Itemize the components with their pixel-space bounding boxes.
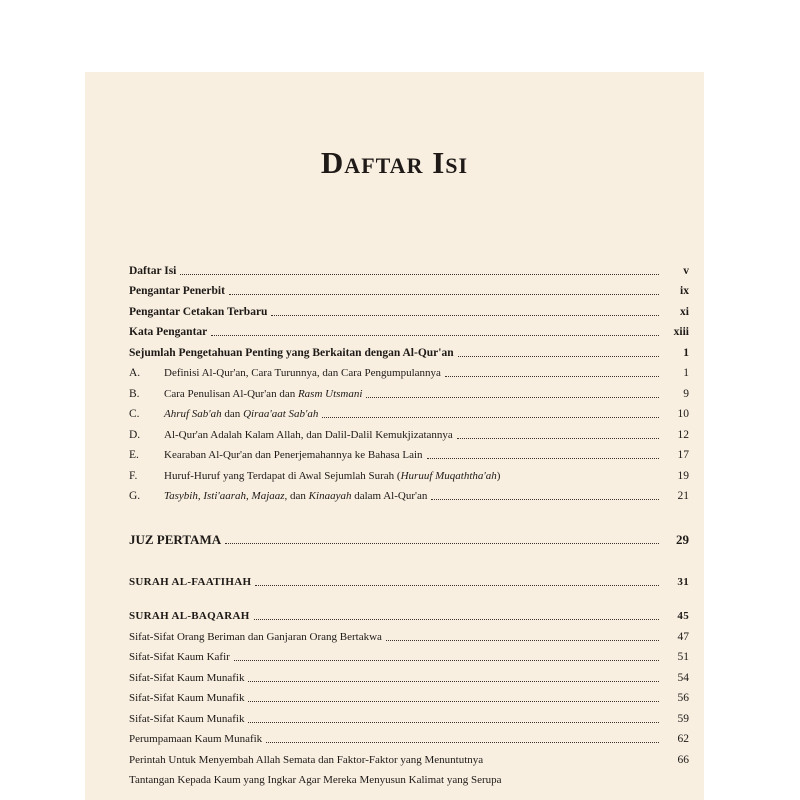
- section-gap: [129, 503, 689, 521]
- toc-page-number: 1: [683, 346, 689, 359]
- dot-leader: [322, 417, 659, 418]
- toc-label: Tasybih, Isti'aarah, Majaaz, dan Kinaayah dalam Al-Qur'an: [164, 490, 428, 502]
- toc-page-number: 51: [677, 651, 689, 663]
- toc-row-entry[interactable]: [129, 623, 689, 644]
- toc-letter: G.: [129, 490, 141, 502]
- toc-row-entry[interactable]: [129, 726, 689, 747]
- toc-label: Definisi Al-Qur'an, Cara Turunnya, dan Cara Pengumpulannya: [164, 367, 441, 379]
- toc-row-kata-pengantar[interactable]: [129, 319, 689, 340]
- section-gap: [129, 547, 689, 565]
- dot-leader: [180, 274, 659, 275]
- toc-row-pengantar-cetakan[interactable]: [129, 298, 689, 319]
- book-page: [85, 72, 704, 800]
- table-of-contents: [129, 257, 689, 787]
- toc-label: Perumpamaan Kaum Munafik: [129, 733, 263, 745]
- toc-page-number: 1: [683, 367, 689, 379]
- dot-leader: [427, 458, 659, 459]
- dot-leader: [255, 585, 659, 586]
- dot-leader: [431, 499, 659, 500]
- toc-row-entry[interactable]: [129, 705, 689, 726]
- dot-leader: [386, 640, 659, 641]
- toc-page-number: 62: [677, 733, 689, 745]
- toc-row-entry[interactable]: [129, 685, 689, 706]
- toc-letter: B.: [129, 387, 140, 400]
- dot-leader: [229, 294, 659, 295]
- toc-page-number: 12: [677, 428, 689, 441]
- toc-row-entry[interactable]: [129, 644, 689, 665]
- page-title: Daftar Isi: [320, 145, 469, 180]
- toc-page-number: v: [683, 264, 689, 277]
- dot-leader: [248, 701, 659, 702]
- section-gap: [129, 589, 689, 599]
- toc-label: Sejumlah Pengetahuan Penting yang Berkaitan dengan Al-Qur'an: [129, 346, 454, 359]
- toc-label: Perintah Untuk Menyembah Allah Semata dan Faktor-Faktor yang Menuntutnya: [129, 753, 484, 766]
- toc-label: Sifat-Sifat Kaum Munafik: [129, 712, 245, 725]
- toc-page-number: 31: [677, 576, 689, 588]
- toc-label: SURAH AL-BAQARAH: [129, 610, 250, 622]
- toc-label: Kata Pengantar: [129, 326, 208, 338]
- toc-label: SURAH AL-FAATIHAH: [129, 576, 252, 588]
- dot-leader: [457, 438, 659, 439]
- dot-leader: [266, 742, 659, 743]
- dot-leader: [458, 356, 659, 357]
- toc-label: Tantangan Kepada Kaum yang Ingkar Agar Mereka Menyusun Kalimat yang Serupa: [129, 774, 502, 786]
- toc-row-daftar-isi[interactable]: [129, 257, 689, 278]
- toc-row-sub-c[interactable]: [129, 401, 689, 422]
- toc-label: Sifat-Sifat Kaum Munafik: [129, 692, 245, 704]
- toc-row-surah-faatihah[interactable]: [129, 565, 689, 589]
- toc-letter: F.: [129, 469, 138, 482]
- toc-page-number: 19: [677, 469, 689, 482]
- toc-row-pengantar-penerbit[interactable]: [129, 278, 689, 299]
- toc-row-sub-e[interactable]: [129, 442, 689, 463]
- toc-row-pengetahuan[interactable]: [129, 339, 689, 360]
- toc-label: Pengantar Penerbit: [129, 285, 225, 297]
- toc-row-sub-b[interactable]: [129, 380, 689, 401]
- toc-label: Kearaban Al-Qur'an dan Penerjemahannya ke Bahasa Lain: [164, 449, 423, 461]
- toc-label: Sifat-Sifat Orang Beriman dan Ganjaran Orang Bertakwa: [129, 630, 382, 643]
- toc-label: Al-Qur'an Adalah Kalam Allah, dan Dalil-Dalil Kemukjizatannya: [164, 428, 453, 441]
- toc-row-entry[interactable]: [129, 767, 689, 788]
- toc-row-sub-g[interactable]: [129, 483, 689, 504]
- toc-page-number: 47: [677, 630, 689, 643]
- toc-label: Huruf-Huruf yang Terdapat di Awal Sejumlah Surah (Huruuf Muqaththa'ah): [164, 469, 501, 482]
- toc-row-entry[interactable]: [129, 664, 689, 685]
- toc-page-number: ix: [680, 285, 689, 297]
- toc-page-number: 9: [683, 387, 689, 400]
- toc-letter: E.: [129, 449, 139, 461]
- toc-page-number: xiii: [673, 326, 689, 338]
- toc-page-number: 10: [677, 408, 689, 420]
- toc-page-number: 17: [677, 449, 689, 461]
- toc-row-entry[interactable]: [129, 746, 689, 767]
- toc-row-surah-baqarah[interactable]: [129, 599, 689, 623]
- toc-letter: C.: [129, 408, 140, 420]
- toc-label: Sifat-Sifat Kaum Kafir: [129, 651, 230, 663]
- toc-label: Pengantar Cetakan Terbaru: [129, 305, 268, 318]
- toc-page-number: 29: [676, 532, 689, 547]
- toc-row-sub-a[interactable]: [129, 360, 689, 381]
- dot-leader: [248, 722, 659, 723]
- toc-page-number: 59: [677, 712, 689, 725]
- toc-label: Cara Penulisan Al-Qur'an dan Rasm Utsmani: [164, 387, 363, 400]
- toc-letter: D.: [129, 428, 141, 441]
- toc-letter: A.: [129, 367, 141, 379]
- toc-page-number: 66: [677, 753, 689, 766]
- dot-leader: [234, 660, 659, 661]
- toc-label: JUZ PERTAMA: [129, 532, 222, 547]
- toc-row-sub-d[interactable]: [129, 421, 689, 442]
- dot-leader: [366, 397, 659, 398]
- toc-page-number: 54: [677, 671, 689, 684]
- dot-leader: [271, 315, 659, 316]
- dot-leader: [211, 335, 659, 336]
- toc-row-juz-pertama[interactable]: [129, 521, 689, 547]
- toc-page-number: xi: [680, 305, 689, 318]
- dot-leader: [225, 543, 659, 544]
- dot-leader: [254, 619, 659, 620]
- toc-label: Ahruf Sab'ah dan Qiraa'aat Sab'ah: [164, 408, 319, 420]
- toc-page-number: 21: [677, 490, 689, 502]
- toc-label: Daftar Isi: [129, 264, 177, 277]
- toc-row-sub-f[interactable]: [129, 462, 689, 483]
- dot-leader: [248, 681, 659, 682]
- dot-leader: [445, 376, 659, 377]
- toc-label: Sifat-Sifat Kaum Munafik: [129, 671, 245, 684]
- toc-page-number: 56: [677, 692, 689, 704]
- toc-page-number: 45: [677, 610, 689, 622]
